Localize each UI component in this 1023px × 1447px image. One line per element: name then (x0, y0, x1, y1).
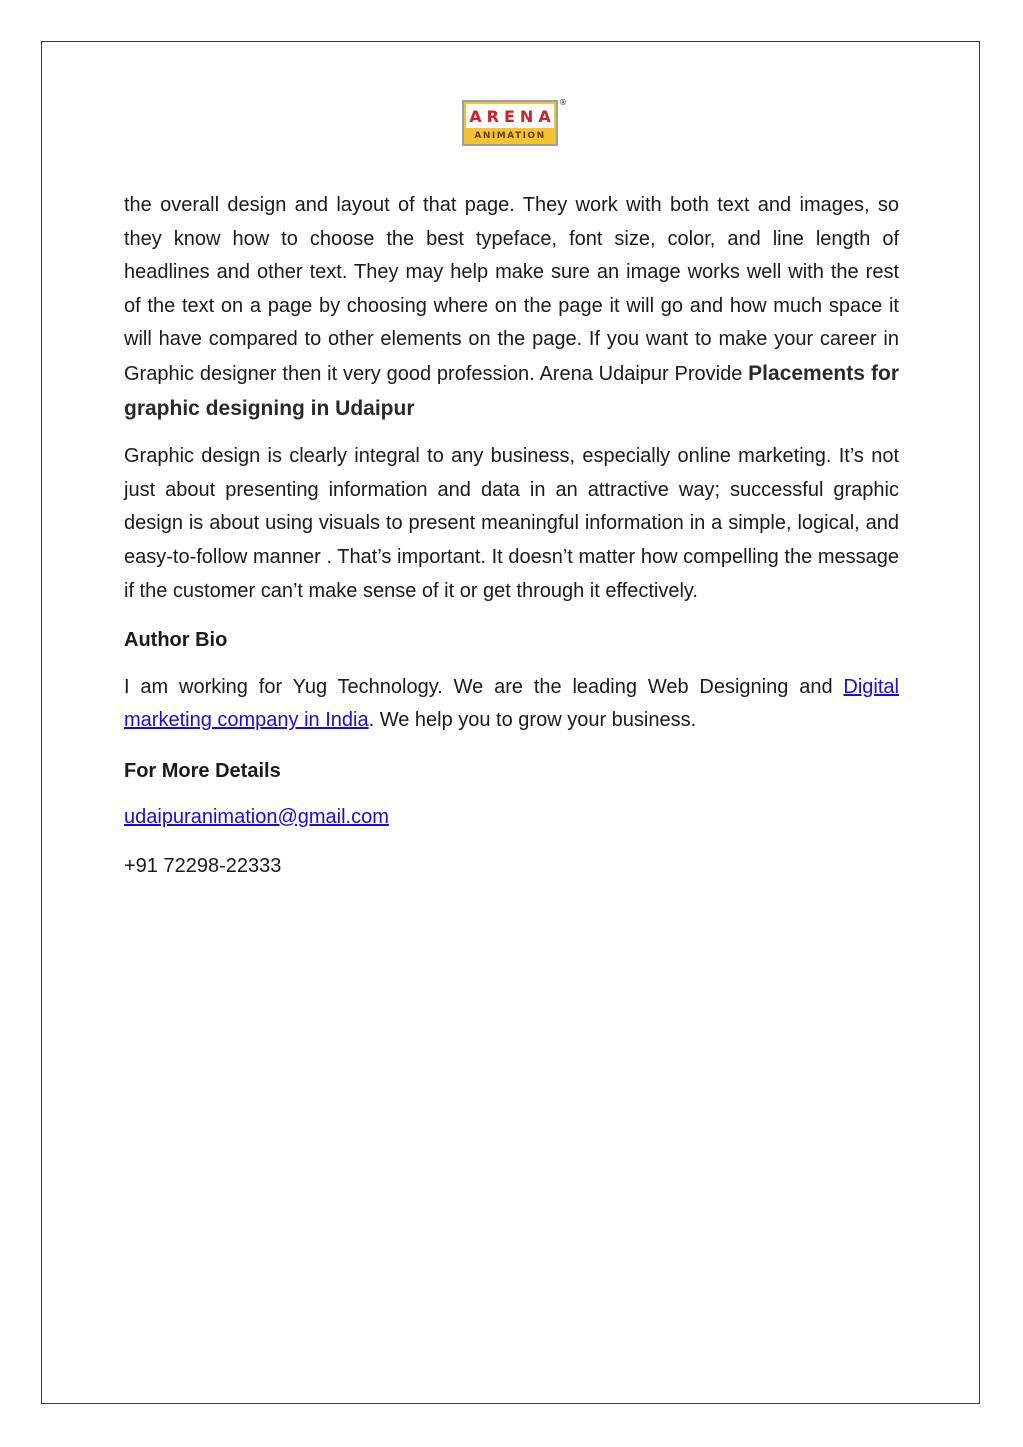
logo-wordmark: ARENA (469, 106, 556, 126)
placements-highlight: Placements for graphic designing in Udaipur (124, 361, 899, 420)
intro-text: the overall design and layout of that page. They work with both text and images, so they know how to choose the best typeface, font size, color, and line length of headlines and other text. They may help make sure an image works well with the rest of the text on a page by choosing where on the page it will go and how much space it will have compared to other elements on the page. If you want to make your career in Graphic designer then it very good profession. Arena Udaipur Provide (124, 194, 899, 385)
email-link[interactable]: udaipuranimation@gmail.com (124, 805, 389, 828)
logo-bottom-band (466, 129, 554, 142)
email-paragraph (124, 801, 899, 835)
logo-subtitle: ANIMATION (474, 130, 546, 141)
more-details-heading: For More Details (124, 759, 281, 782)
author-bio-text-end: . We help you to grow your business. (368, 709, 697, 732)
author-bio-heading: Author Bio (124, 629, 228, 652)
author-bio-text: I am working for Yug Technology. We are the leading Web Designing and (124, 675, 844, 698)
intro-paragraph (124, 189, 899, 426)
logo-box (462, 100, 558, 146)
arena-animation-logo (462, 98, 567, 146)
digital-marketing-link[interactable]: Digital marketing company in India (124, 675, 899, 732)
logo-top-band (466, 104, 554, 128)
author-bio-paragraph (124, 671, 899, 738)
phone-number: +91 72298-22333 (124, 855, 282, 878)
graphic-design-paragraph: Graphic design is clearly integral to any business, especially online marketing. It’s not just about presenting information and data in an attractive way; successful graphic design is about using visuals to present meaningful information in a simple, logical, and easy-to-follow manner . That’s important. It doesn’t matter how compelling the message if the customer can’t make sense of it or get through it effectively. (124, 445, 899, 602)
registered-mark: ® (559, 98, 567, 107)
document-body (124, 189, 899, 884)
